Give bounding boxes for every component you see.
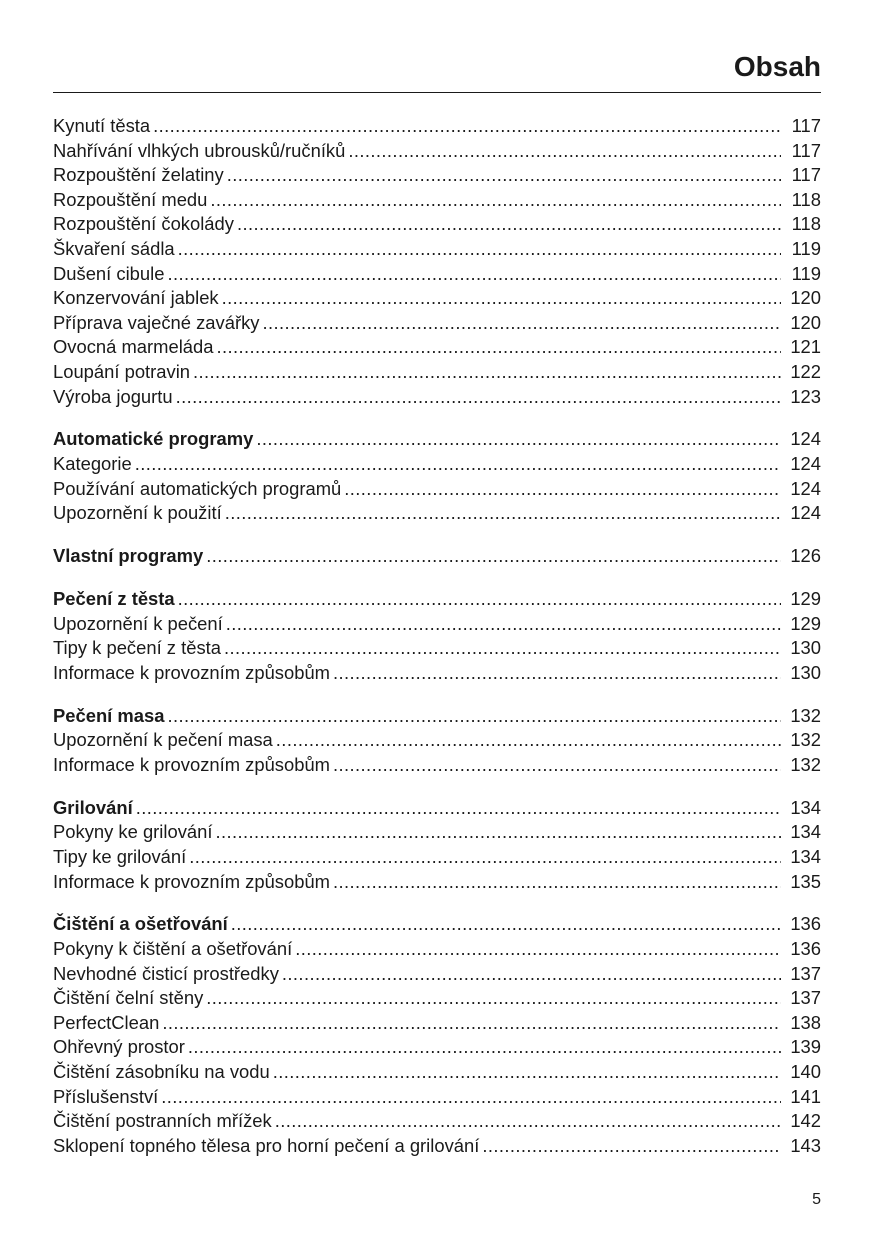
toc-entry-page: 120 [790,287,821,309]
dot-leader [348,139,781,164]
toc-section [53,912,821,1158]
title-divider [53,92,821,93]
toc-entry-title: Rozpouštění želatiny [53,164,224,186]
toc-entry-page: 119 [791,262,821,284]
toc-entry [53,139,821,164]
toc-entry-page: 141 [790,1085,821,1107]
toc-entry-title: Rozpouštění medu [53,188,208,210]
dot-leader [333,870,781,895]
toc-entry-page: 135 [790,870,821,892]
toc-entry-title: Kategorie [53,453,132,475]
toc-entry [53,286,821,311]
toc-entry [53,820,821,845]
dot-leader [193,360,781,385]
dot-leader [237,212,781,237]
toc-entry-title: PerfectClean [53,1011,160,1033]
toc-entry-page: 142 [790,1110,821,1132]
page-number: 5 [812,1191,821,1208]
toc-entry-page: 118 [791,213,821,235]
toc-entry-title: Pečení z těsta [53,587,175,609]
toc-entry [53,188,821,213]
toc-entry-title: Kynutí těsta [53,115,151,136]
toc-entry [53,1085,821,1110]
dot-leader [206,986,781,1011]
toc-entry-title: Grilování [53,796,133,818]
toc-entry-title: Příslušenství [53,1085,159,1107]
toc-entry-page: 140 [790,1060,821,1082]
dot-leader [135,452,781,477]
toc-entry [53,937,821,962]
toc-heading-entry [53,587,821,612]
toc-entry-page: 120 [790,311,821,333]
dot-leader [178,587,781,612]
dot-leader [210,188,781,213]
dot-leader [136,796,781,821]
toc-entry-page: 129 [790,587,821,609]
toc-entry [53,335,821,360]
dot-leader [162,1011,781,1036]
toc-section [53,704,821,778]
toc-entry-page: 143 [790,1134,821,1156]
toc-entry [53,501,821,526]
toc-entry [53,114,821,139]
toc-heading-entry [53,912,821,937]
toc-entry [53,360,821,385]
page-title: Obsah [733,51,821,82]
toc-entry [53,385,821,410]
toc-entry-title: Používání automatických programů [53,477,342,499]
toc-entry-title: Čištění a ošetřování [53,913,228,935]
dot-leader [226,612,781,637]
toc-entry-title: Informace k provozním způsobům [53,753,330,775]
dot-leader [189,845,781,870]
toc-entry-page: 123 [790,385,821,407]
dot-leader [256,427,781,452]
toc-entry-page: 117 [791,139,821,161]
toc-entry-title: Pokyny ke grilování [53,821,213,843]
toc-entry-title: Sklopení topného tělesa pro horní pečení a grilování [53,1134,480,1156]
toc-entry-title: Tipy k pečení z těsta [53,637,221,659]
dot-leader [153,114,781,139]
toc-entry [53,962,821,987]
toc-heading-entry [53,544,821,569]
toc-entry [53,845,821,870]
dot-leader [282,962,781,987]
toc-entry-page: 118 [791,188,821,210]
table-of-contents [53,114,821,1177]
toc-entry-page: 137 [790,962,821,984]
toc-entry [53,1035,821,1060]
toc-entry-page: 132 [790,729,821,751]
toc-section [53,114,821,409]
dot-leader [222,286,781,311]
dot-leader [295,937,781,962]
toc-entry [53,612,821,637]
dot-leader [482,1134,781,1159]
toc-entry-page: 117 [791,164,821,186]
dot-leader [167,262,781,287]
toc-entry [53,262,821,287]
toc-entry-page: 132 [790,753,821,775]
toc-section [53,796,821,894]
toc-entry-page: 134 [790,821,821,843]
toc-entry-title: Příprava vaječné zavářky [53,311,260,333]
dot-leader [216,335,781,360]
toc-entry-title: Automatické programy [53,428,254,450]
toc-entry-title: Nahřívání vlhkých ubrousků/ručníků [53,139,346,161]
toc-section [53,427,821,525]
dot-leader [224,636,781,661]
toc-entry-page: 119 [791,237,821,259]
toc-entry-title: Pokyny k čištění a ošetřování [53,938,293,959]
toc-section [53,544,821,569]
toc-entry [53,1134,821,1159]
toc-entry [53,636,821,661]
dot-leader [188,1035,781,1060]
toc-entry-title: Pečení masa [53,704,165,726]
toc-entry-page: 124 [790,428,821,450]
toc-entry-page: 117 [791,115,821,136]
toc-entry [53,1109,821,1134]
toc-entry-title: Dušení cibule [53,262,165,284]
toc-entry [53,452,821,477]
toc-entry [53,212,821,237]
toc-entry-page: 130 [790,661,821,683]
toc-entry-title: Čištění čelní stěny [53,987,204,1009]
dot-leader [333,753,781,778]
toc-entry-title: Upozornění k pečení masa [53,729,273,751]
toc-entry-page: 136 [790,913,821,935]
dot-leader [344,477,781,502]
toc-entry [53,1060,821,1085]
dot-leader [178,237,781,262]
dot-leader [276,728,781,753]
toc-entry-page: 126 [790,545,821,567]
toc-entry [53,728,821,753]
toc-entry-page: 132 [790,704,821,726]
toc-entry [53,1011,821,1036]
dot-leader [231,912,781,937]
toc-entry-page: 137 [790,987,821,1009]
toc-entry [53,753,821,778]
toc-entry-page: 121 [790,336,821,358]
toc-entry-title: Ohřevný prostor [53,1036,185,1058]
toc-entry-title: Tipy ke grilování [53,845,187,867]
toc-entry [53,311,821,336]
dot-leader [227,163,781,188]
dot-leader [275,1109,781,1134]
toc-entry-title: Vlastní programy [53,545,204,567]
dot-leader [167,704,781,729]
toc-entry [53,986,821,1011]
toc-entry-title: Škvaření sádla [53,237,175,259]
toc-entry [53,477,821,502]
dot-leader [161,1085,781,1110]
toc-entry-title: Rozpouštění čokolády [53,213,234,235]
toc-entry [53,661,821,686]
toc-entry-page: 122 [790,360,821,382]
toc-entry-title: Výroba jogurtu [53,385,173,407]
dot-leader [225,501,781,526]
toc-entry-page: 124 [790,453,821,475]
dot-leader [262,311,781,336]
toc-entry-title: Upozornění k pečení [53,612,223,634]
toc-entry-title: Nevhodné čisticí prostředky [53,962,279,984]
toc-heading-entry [53,704,821,729]
toc-entry-title: Čištění zásobníku na vodu [53,1060,270,1082]
toc-entry [53,237,821,262]
toc-entry-page: 134 [790,796,821,818]
toc-entry [53,870,821,895]
toc-heading-entry [53,796,821,821]
toc-entry-page: 136 [790,938,821,959]
toc-entry-page: 124 [790,502,821,524]
toc-entry-page: 124 [790,477,821,499]
toc-entry-title: Informace k provozním způsobům [53,870,330,892]
toc-entry-page: 139 [790,1036,821,1058]
toc-entry-title: Ovocná marmeláda [53,336,214,358]
toc-entry-title: Informace k provozním způsobům [53,661,330,683]
toc-heading-entry [53,427,821,452]
dot-leader [206,544,781,569]
toc-entry-page: 134 [790,845,821,867]
toc-entry-title: Čištění postranních mřížek [53,1110,272,1132]
toc-entry-page: 138 [790,1011,821,1033]
toc-entry-page: 129 [790,612,821,634]
dot-leader [273,1060,781,1085]
toc-entry-page: 130 [790,637,821,659]
toc-entry-title: Upozornění k použití [53,502,222,524]
toc-entry [53,163,821,188]
dot-leader [215,820,781,845]
toc-entry-title: Loupání potravin [53,360,191,382]
dot-leader [333,661,781,686]
toc-entry-title: Konzervování jablek [53,287,219,309]
toc-section [53,587,821,685]
dot-leader [176,385,781,410]
